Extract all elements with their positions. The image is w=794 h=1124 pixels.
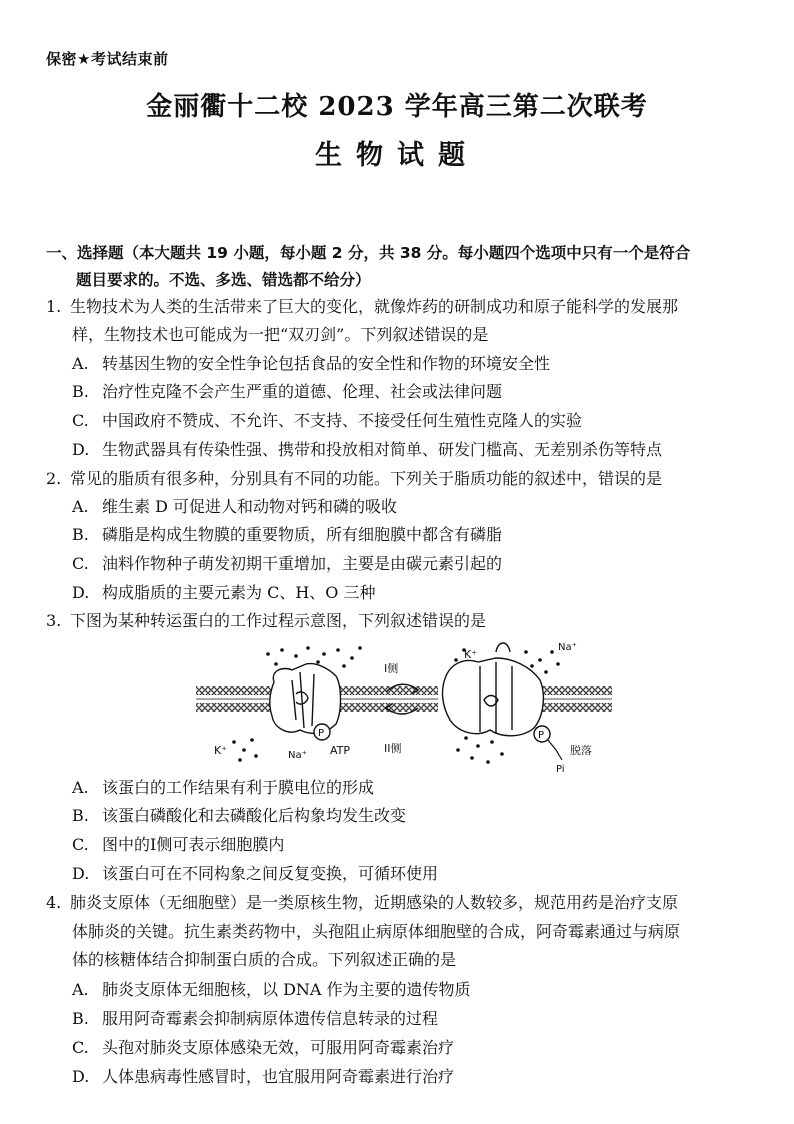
option-a xyxy=(72,778,374,798)
option-a xyxy=(72,497,397,517)
sodium-label-left: Na⁺ xyxy=(288,750,307,761)
option-d xyxy=(72,440,662,460)
option-label: C. xyxy=(72,411,89,430)
detach-arrow xyxy=(548,740,562,760)
option-label: B. xyxy=(72,1009,89,1028)
question-number: 4. xyxy=(46,893,62,912)
option-text: 中国政府不赞成、不允许、不支持、不接受任何生殖性克隆人的实验 xyxy=(102,411,583,430)
question-2-stem xyxy=(46,469,662,489)
option-c xyxy=(72,554,502,574)
question-1-stem-cont: 样，生物技术也可能成为一把“双刃剑”。下列叙述错误的是 xyxy=(72,325,489,344)
question-3-stem xyxy=(46,611,486,631)
sodium-label-right: Na⁺ xyxy=(558,642,577,653)
option-b xyxy=(72,525,502,545)
option-text: 油料作物种子萌发初期干重增加，主要是由碳元素引起的 xyxy=(102,554,503,573)
option-text: 该蛋白磷酸化和去磷酸化后构象均发生改变 xyxy=(102,806,407,825)
option-text: 转基因生物的安全性争论包括食品的安全性和作物的环境安全性 xyxy=(102,354,551,373)
question-4-stem-cont: 体的核糖体结合抑制蛋白质的合成。下列叙述正确的是 xyxy=(72,950,457,969)
option-label: C. xyxy=(72,1038,89,1057)
section-heading: 一、选择题（本大题共 19 小题，每小题 2 分，共 38 分。每小题四个选项中只有一个是符合 xyxy=(46,244,691,262)
transport-protein-left xyxy=(270,664,341,740)
option-text: 生物武器具有传染性强、携带和投放相对简单、研发门槛高、无差别杀伤等特点 xyxy=(102,440,663,459)
option-text: 该蛋白可在不同构象之间反复变换，可循环使用 xyxy=(102,864,439,883)
option-text: 人体患病毒性感冒时，也宜服用阿奇霉素进行治疗 xyxy=(102,1067,455,1086)
potassium-label-left: K⁺ xyxy=(214,744,228,757)
option-d xyxy=(72,864,438,884)
question-number: 3. xyxy=(46,611,62,630)
question-text: 下图为某种转运蛋白的工作过程示意图，下列叙述错误的是 xyxy=(70,611,487,630)
option-label: D. xyxy=(72,1067,90,1086)
option-a xyxy=(72,980,471,1000)
option-text: 磷脂是构成生物膜的重要物质，所有细胞膜中都含有磷脂 xyxy=(102,525,503,544)
transport-protein-diagram xyxy=(196,642,612,774)
potassium-label-right: K⁺ xyxy=(464,648,478,661)
subject-title: 生物试题 xyxy=(315,140,479,171)
side-two-label: II侧 xyxy=(384,742,402,755)
option-label: B. xyxy=(72,382,89,401)
option-text: 图中的Ⅰ侧可表示细胞膜内 xyxy=(102,835,285,854)
option-text: 维生素 D 可促进人和动物对钙和磷的吸收 xyxy=(102,497,398,516)
phosphate-label-right: P xyxy=(538,730,545,741)
question-number: 2. xyxy=(46,469,62,488)
option-label: D. xyxy=(72,440,90,459)
option-text: 该蛋白的工作结果有利于膜电位的形成 xyxy=(102,778,375,797)
option-label: A. xyxy=(72,778,89,797)
side-one-label: I侧 xyxy=(384,662,399,675)
option-label: A. xyxy=(72,497,89,516)
question-4-stem xyxy=(46,893,678,913)
question-text: 常见的脂质有很多种，分别具有不同的功能。下列关于脂质功能的叙述中，错误的是 xyxy=(70,469,663,488)
question-text: 生物技术为人类的生活带来了巨大的变化，就像炸药的研制成功和原子能科学的发展那 xyxy=(70,297,679,316)
option-a xyxy=(72,354,550,374)
question-1-stem xyxy=(46,297,678,317)
detach-label: 脱落 xyxy=(570,744,592,757)
option-d xyxy=(72,1067,454,1087)
option-b xyxy=(72,382,502,402)
option-label: B. xyxy=(72,806,89,825)
option-label: A. xyxy=(72,980,89,999)
option-c xyxy=(72,411,582,431)
option-b xyxy=(72,806,406,826)
membrane-right xyxy=(542,686,612,712)
option-label: B. xyxy=(72,525,89,544)
transport-protein-right xyxy=(443,643,550,742)
option-c xyxy=(72,835,284,855)
option-label: D. xyxy=(72,583,90,602)
option-label: D. xyxy=(72,864,90,883)
pi-label: Pi xyxy=(556,764,565,774)
atp-label: ATP xyxy=(330,744,351,757)
confidential-notice: 保密★考试结束前 xyxy=(46,50,169,68)
option-b xyxy=(72,1009,438,1029)
option-label: A. xyxy=(72,354,89,373)
phosphate-label-left: P xyxy=(318,728,325,739)
question-4-stem-cont: 体肺炎的关键。抗生素类药物中，头孢阻止病原体细胞壁的合成，阿奇霉素通过与病原 xyxy=(72,922,681,941)
membrane-left xyxy=(196,686,274,712)
option-text: 治疗性克隆不会产生严重的道德、伦理、社会或法律问题 xyxy=(102,382,503,401)
option-text: 肺炎支原体无细胞核，以 DNA 作为主要的遗传物质 xyxy=(102,980,471,999)
section-heading-cont: 题目要求的。不选、多选、错选都不给分） xyxy=(76,271,371,289)
question-text: 肺炎支原体（无细胞壁）是一类原核生物，近期感染的人数较多，规范用药是治疗支原 xyxy=(70,893,679,912)
exam-title: 金丽衢十二校 2023 学年高三第二次联考 xyxy=(146,92,648,122)
option-c xyxy=(72,1038,454,1058)
question-number: 1. xyxy=(46,297,62,316)
option-label: C. xyxy=(72,835,89,854)
option-text: 头孢对肺炎支原体感染无效，可服用阿奇霉素治疗 xyxy=(102,1038,455,1057)
option-text: 服用阿奇霉素会抑制病原体遗传信息转录的过程 xyxy=(102,1009,439,1028)
option-text: 构成脂质的主要元素为 C、H、O 三种 xyxy=(102,583,376,602)
option-label: C. xyxy=(72,554,89,573)
option-d xyxy=(72,583,376,603)
